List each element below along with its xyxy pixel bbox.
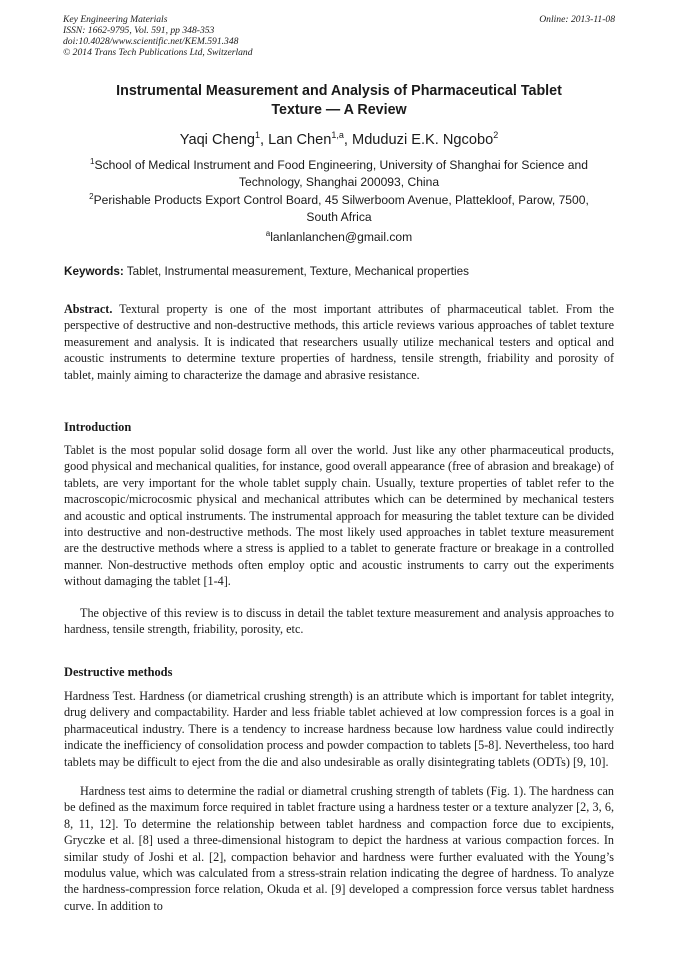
author-1-sup: 1 [254, 130, 260, 141]
email-sup: a [265, 228, 271, 238]
author-list [64, 130, 614, 150]
keywords [64, 264, 614, 280]
keywords-text: Tablet, Instrumental measurement, Texture, Mechanical properties [123, 265, 469, 278]
destructive-paragraph-1: Hardness Test. Hardness (or diametrical crushing strength) is an attribute which is important for tablet integrity, drug delivery and compactability. Harder and less friable tablet achieved at low compression forces is a goal in pharmaceutical industry. There is a tendency to increase hardness because low hardness value could indirectly indicate the inefficiency of consolidation process and powder compaction to tablets [5-8]. Nevertheless, too hard tablets may be difficult to eject from the die and also undesirable as orally disintegrating tablets (ODTs) [9, 10]. [64, 689, 614, 769]
author-separator: , [343, 132, 353, 148]
affiliation-1-line-2: Technology, Shanghai 200093, China [238, 175, 440, 189]
online-date: Online: 2013-11-08 [539, 14, 615, 25]
author-1-name: Yaqi Cheng [179, 132, 255, 148]
affiliation-2-sup: 2 [89, 191, 94, 201]
intro-paragraph-1: Tablet is the most popular solid dosage form all over the world. Just like any other pharmaceutical products, good physical and mechanical qualities, for instance, good overall appearance (free of abrasion and breakage) of tablets, are very important for the whole tablet supply chain. Usually, texture properties of tablet refer to the macroscopic/microcosmic physical and mechanical attributes which can be determined by mechanical testers and acoustic and optical instruments. The instrumental approach for measuring the tablet texture can be divided into destructive and non-destructive methods. The most likely used approaches in tablet texture measurement are the destructive methods where a stress is applied to a tablet to generate fracture or breakage in a controlled manner. Non-destructive methods often employ optic and acoustic instruments to carry out the experiments without damaging the tablet [1-4]. [64, 443, 614, 589]
title-line-2: Texture — A Review [271, 102, 407, 118]
author-separator: , [260, 132, 269, 148]
destructive-paragraph-2: Hardness test aims to determine the radial or diametral crushing strength of tablets (Fig. 1). The hardness can be defined as the maximum force required in tablet fracture using a hardness tester or a texture analyzer [2, 3, 6, 8, 11, 12]. To determine the relationship between tablet hardness and compaction force due to excipients, Gryczke et al. [8] used a three-dimensional histogram to depict the hardness at various compaction forces. In similar study of Joshi et al. [2], compaction behavior and hardness were further evaluated with the Young’s modulus value, which was calculated from a stress-strain relation indicating the degree of hardness. To analyze the hardness-compression force relation, Okuda et al. [9] developed a compression force versus tablet hardness curve. In addition to [64, 784, 614, 913]
author-3-sup: 2 [493, 130, 499, 141]
journal-header [63, 14, 615, 58]
affiliation-2-line-2: South Africa [306, 210, 372, 224]
journal-name: Key Engineering Materials [63, 14, 168, 25]
abstract [64, 301, 614, 383]
abstract-text: Textural property is one of the most important attributes of pharmaceutical tablet. From the perspective of destructive and non-destructive methods, this article reviews various approaches of tablet texture measurement and analysis. It is indicated that researchers usually utilize mechanical testers and optical and acoustic instruments to determine texture properties of hardness, tensile strength, friability and porosity of tablet, mainly aiming to characterize the damage and abrasive resistance. [64, 302, 614, 382]
abstract-label: Abstract. [64, 302, 113, 316]
affiliation-1-sup: 1 [90, 156, 95, 166]
author-3-name: Mduduzi E.K. Ngcobo [352, 132, 494, 148]
journal-doi: doi:10.4028/www.scientific.net/KEM.591.348 [63, 36, 239, 47]
section-heading-introduction: Introduction [64, 420, 132, 434]
paper-title [64, 82, 614, 120]
affiliation-2-line-1: Perishable Products Export Control Board, 45 Silwerboom Avenue, Plattekloof, Parow, 7500, [93, 193, 589, 207]
affiliation-1-line-1: School of Medical Instrument and Food Engineering, University of Shanghai for Science and [94, 158, 588, 172]
email-address: lanlanlanchen@gmail.com [270, 230, 413, 244]
journal-copyright: © 2014 Trans Tech Publications Ltd, Switzerland [63, 47, 253, 58]
affiliation-2 [64, 192, 614, 226]
intro-paragraph-2: The objective of this review is to discuss in detail the tablet texture measurement and analysis approaches to hardness, tensile strength, friability, porosity, etc. [64, 606, 614, 637]
journal-issn: ISSN: 1662-9795, Vol. 591, pp 348-353 [63, 25, 215, 36]
title-line-1: Instrumental Measurement and Analysis of Pharmaceutical Tablet [116, 83, 562, 99]
keywords-label: Keywords: [64, 265, 124, 278]
affiliation-1 [64, 157, 614, 191]
author-2-sup: 1,a [331, 130, 344, 141]
section-heading-destructive-methods: Destructive methods [64, 665, 173, 679]
contact-email [64, 229, 614, 246]
author-2-name: Lan Chen [268, 132, 332, 148]
